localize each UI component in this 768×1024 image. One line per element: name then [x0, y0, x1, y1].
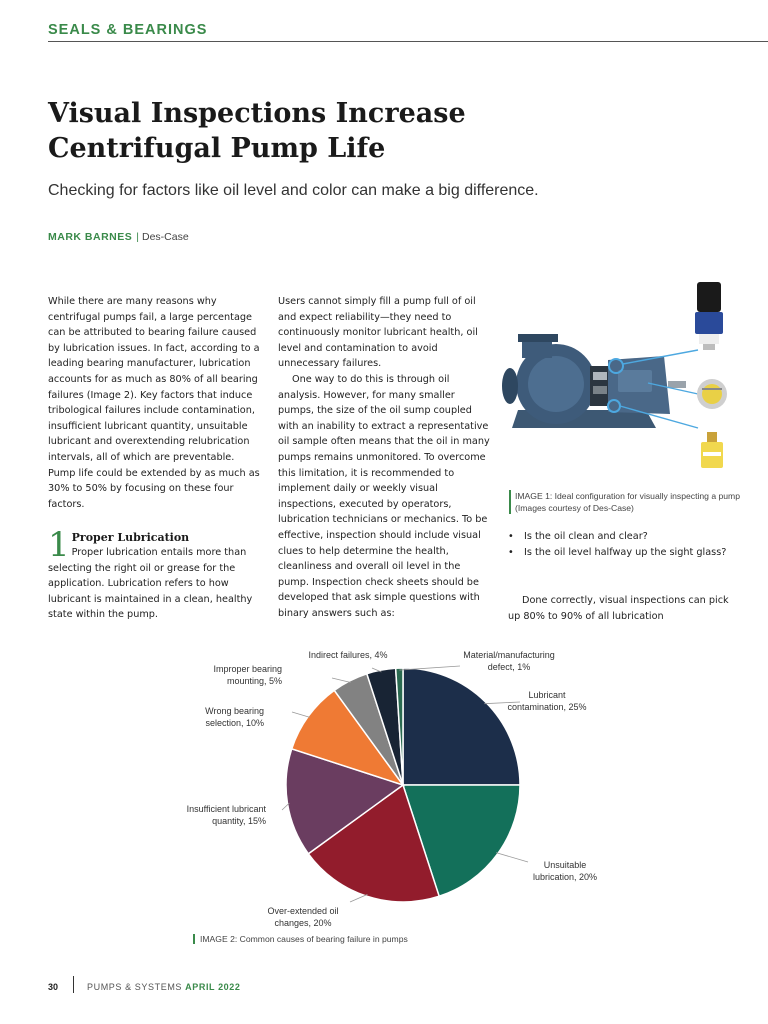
pie-label-line: Indirect failures, 4%	[308, 650, 388, 660]
pump-illustration	[502, 282, 727, 468]
pump-image	[498, 278, 758, 478]
author-organization: Des-Case	[141, 231, 189, 243]
pie-label-line: contamination, 25%	[507, 702, 587, 712]
column-1	[48, 294, 262, 512]
pie-label	[507, 690, 586, 712]
section-1-number: 1	[48, 525, 70, 565]
pie-label-line: lubrication, 20%	[532, 872, 598, 882]
pie-label-line: Wrong bearing	[205, 706, 264, 716]
magazine-name: PUMPS & SYSTEMS	[87, 982, 183, 992]
pie-label-line: Insufficient lubricant	[186, 804, 266, 814]
pie-label	[267, 906, 338, 928]
checklist	[508, 529, 738, 560]
pie-slice	[403, 668, 520, 785]
pie-slices	[286, 668, 520, 902]
label-leader-line	[496, 853, 528, 862]
label-leader-line	[350, 894, 367, 902]
image-1-caption: IMAGE 1: Ideal configuration for visually inspecting a pump (Images courtesy of Des-Case)	[509, 490, 745, 514]
pie-label	[213, 664, 282, 686]
article-title	[48, 96, 648, 166]
col2-paragraph-2: One way to do this is through oil analysis. However, for many smaller pumps, the size of the oil sump coupled with an inability to extract a representative oil sample often means that the oil in many pumps remains unmonitored. To overcome this limitation, it is recommended to implement daily or weekly visual inspections, executed by operators, lubrication technicians or mechanics. To be effective, inspection should include visual clues to help determine the health, cleanliness and overall oil level in the pump. Inspection check sheets should be developed that ask simple questions with binary answers such as:	[278, 373, 490, 619]
section-1-text: Proper lubrication entails more than selecting the right oil or grease for the application. Lubrication refers to how lubricant is maintained in a clean, healthy state within the pump.	[48, 547, 253, 621]
author-name: MARK BARNES	[48, 231, 133, 243]
pie-label	[308, 650, 387, 660]
title-line-1: Visual Inspections Increase	[48, 98, 466, 129]
title-line-2: Centrifugal Pump Life	[48, 133, 386, 164]
pie-label-line: defect, 1%	[487, 662, 531, 672]
column-3	[508, 593, 738, 624]
footer-publication	[87, 982, 241, 992]
pie-label-line: mounting, 5%	[226, 676, 282, 686]
checklist-item: • Is the oil level halfway up the sight glass?	[508, 545, 738, 561]
section-label: SEALS & BEARINGS	[48, 22, 208, 38]
column-2	[278, 294, 492, 621]
section-divider	[48, 41, 768, 42]
image-2-caption: IMAGE 2: Common causes of bearing failure in pumps	[193, 934, 408, 944]
pie-label-line: Lubricant	[528, 690, 566, 700]
col2-paragraph-1: Users cannot simply fill a pump full of oil and expect reliability—they need to continuously monitor lubricant health, oil level and contamination to avoid unnecessary failures.	[278, 296, 478, 370]
pie-label	[463, 650, 555, 672]
pie-chart	[160, 640, 620, 932]
section-1-heading: Proper Lubrication	[71, 531, 190, 544]
pie-label	[533, 860, 597, 882]
byline	[48, 231, 189, 243]
intro-paragraph: While there are many reasons why centrifugal pumps fail, a large percentage can be attributed to bearing failure caused by lubrication issues. In fact, according to a leading bearing manufacturer, lubrication accounts for as much as 80% of all bearing failures (Image 2). Key factors that induce tribological failures include contamination, insufficient lubricant quantity, unsuitable lubricant and overextending relubrication intervals, all of which are preventable. Pump life could be extended by as much as 30% to 50% by focusing on these four factors.	[48, 296, 260, 510]
pie-label	[187, 804, 267, 826]
pie-label-line: Unsuitable	[543, 860, 587, 870]
issue-date: APRIL 2022	[185, 982, 241, 992]
section-1	[48, 525, 262, 623]
pie-label-line: quantity, 15%	[212, 816, 266, 826]
article-subtitle: Checking for factors like oil level and color can make a big difference.	[48, 182, 539, 199]
pie-label-line: selection, 10%	[205, 718, 264, 728]
pie-label-line: changes, 20%	[274, 918, 332, 928]
byline-separator: |	[136, 231, 139, 243]
page-number: 30	[48, 982, 59, 992]
pie-label-line: Improper bearing	[213, 664, 282, 674]
col3-paragraph: Done correctly, visual inspections can pick up 80% to 90% of all lubrication	[508, 595, 729, 622]
pie-label-line: Over-extended oil	[267, 906, 339, 916]
footer-divider	[73, 976, 74, 993]
label-leader-line	[332, 678, 351, 683]
pie-label	[205, 706, 264, 728]
pie-label-line: Material/manufacturing	[463, 650, 555, 660]
label-leader-line	[292, 712, 310, 717]
checklist-item: • Is the oil clean and clear?	[508, 529, 738, 545]
